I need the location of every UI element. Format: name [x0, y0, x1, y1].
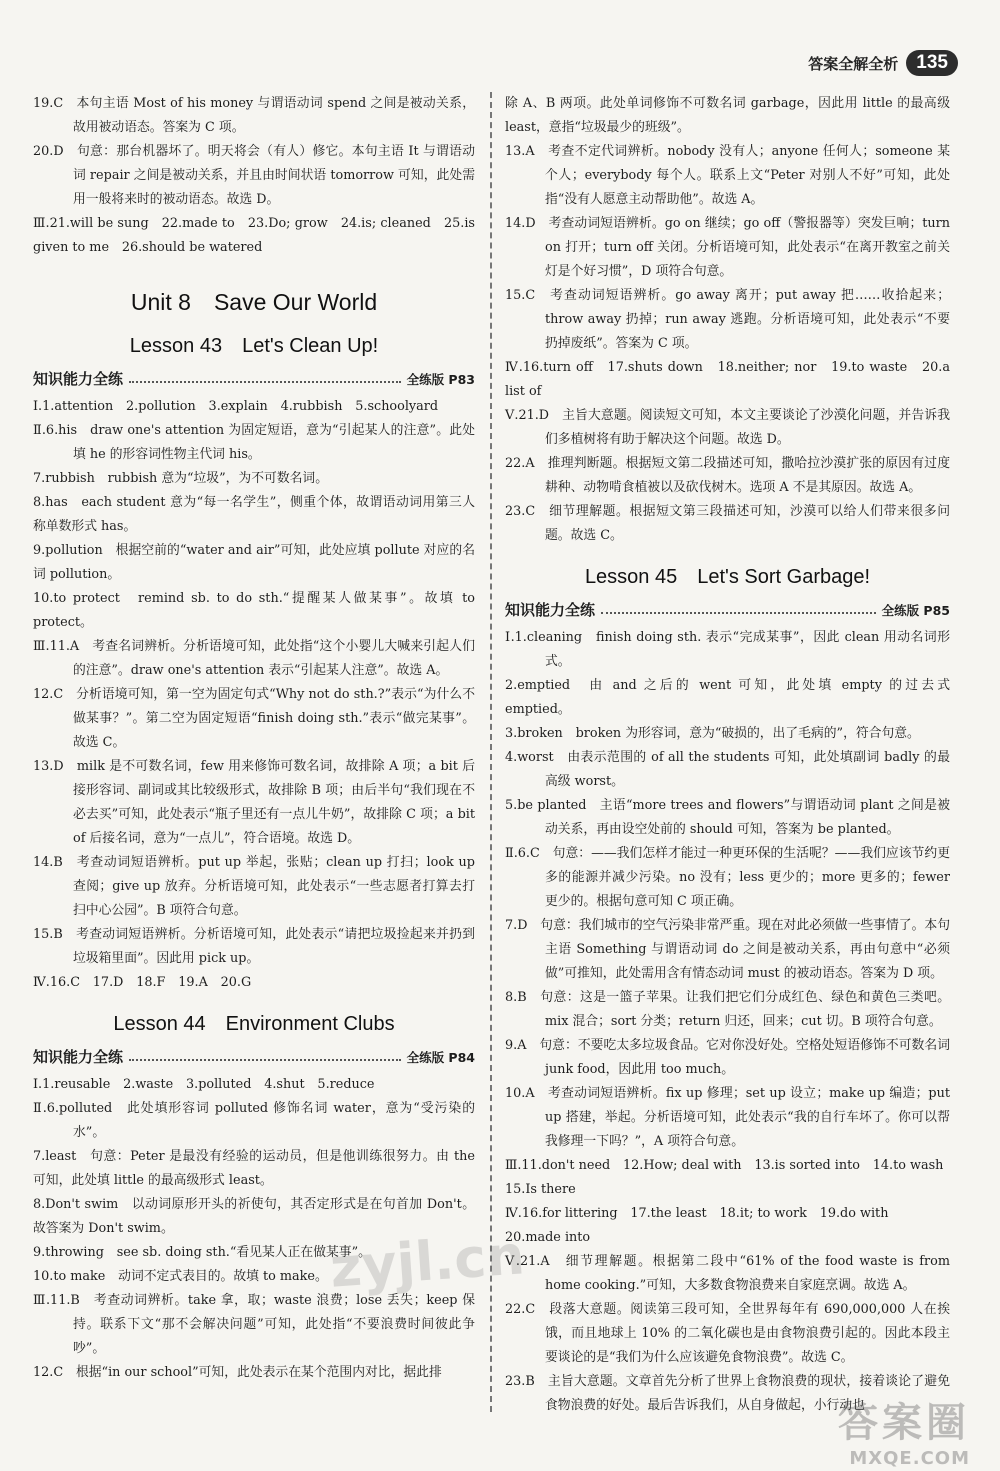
answer-item: 20.D 句意：那台机器坏了。明天将会（有人）修它。本句主语 It 与谓语动词 repair 之间是被动关系，并且由时间状语 tomorrow 可知，此处需用一般将来时的被动语态。故选 D。 — [33, 144, 475, 207]
answer-item: 13.A 考查不定代词辨析。nobody 没有人；anyone 任何人；someone 某个人；everybody 每个人。联系上文“Peter 对别人不好”可知，此处指“没有人愿意主动帮助他”。故选 A。 — [505, 144, 950, 207]
section-title: 知识能力全练 — [33, 370, 124, 388]
answer-item: 7.D 句意：我们城市的空气污染非常严重。现在对此必须做一些事情了。本句主语 Something 与谓语动词 do 之间是被动关系，再由句意中“必须做”可推知，此处需用含有情态动词 must 的被动语态。答案为 D 项。 — [505, 918, 950, 981]
answer-item: 13.D milk 是不可数名词，few 用来修饰可数名词，故排除 A 项；a bit 后接形容词、副词或其比较级形式，故排除 B 项；由后半句“我们现在不必去买”可知，此处表示“瓶子里还有一点儿牛奶”，故排除 C 项；a bit of 后接名词，意为“一点儿”，符合语境。故选 D。 — [33, 759, 475, 846]
section-title: 知识能力全练 — [33, 1048, 124, 1066]
answer-item: 8.B 句意：这是一篮子苹果。让我们把它们分成红色、绿色和黄色三类吧。mix 混合；sort 分类；return 归还，回来；cut 切。B 项符合句意。 — [505, 990, 950, 1029]
answer-item: 20.made into — [505, 1230, 591, 1245]
answer-item: Ⅳ.16.for littering 17.the least 18.it; to work 19.do with — [505, 1206, 889, 1221]
answer-item: Ⅲ.11.A 考查名词辨析。分析语境可知，此处指“这个小婴儿大喊来引起人们的注意”。draw one's attention 表示“引起某人注意”。故选 A。 — [33, 639, 475, 678]
section-header — [33, 1046, 475, 1067]
answer-item: 23.B 主旨大意题。文章首先分析了世界上食物浪费的现状，接着谈论了避免食物浪费的好处。最后告诉我们，从自身做起，小行动也 — [505, 1374, 950, 1413]
answer-item: Ⅰ.1.cleaning finish doing sth. 表示“完成某事”，因此 clean 用动名词形式。 — [505, 630, 950, 669]
answer-item: 9.pollution 根据空前的“water and air”可知，此处应填 pollute 对应的名词 pollution。 — [33, 543, 475, 582]
page-number: 135 — [906, 50, 958, 76]
answer-item: 7.rubbish rubbish 意为“垃圾”，为不可数名词。 — [33, 471, 329, 486]
answer-item: 8.has each student 意为“每一名学生”，侧重个体，故谓语动词用第三人称单数形式 has。 — [33, 495, 475, 534]
answer-item: Ⅴ.21.D 主旨大意题。阅读短文可知，本文主要谈论了沙漠化问题，并告诉我们多植树将有助于解决这个问题。故选 D。 — [505, 408, 950, 447]
watermark-center: zyjl.cn — [328, 1223, 527, 1300]
answer-item: 15.C 考查动词短语辨析。go away 离开；put away 把……收拾起来；throw away 扔掉；run away 逃跑。分析语境可知，此处表示“不要扔掉废纸”。答案为 C 项。 — [505, 288, 950, 351]
answer-item: Ⅴ.21.A 细节理解题。根据第二段中“61% of the food waste is from home cooking.”可知，大多数食物浪费来自家庭烹调。故选 A。 — [505, 1254, 950, 1293]
section-ref: 全练版 P85 — [881, 602, 950, 618]
answer-item: 10.to protect remind sb. to do sth.“提醒某人做某事”。故填 to protect。 — [33, 591, 475, 630]
answer-item: Ⅰ.1.attention 2.pollution 3.explain 4.rubbish 5.schoolyard — [33, 399, 439, 414]
answer-item: 2.emptied 由 and 之后的 went 可知，此处填 empty 的过去式 emptied。 — [505, 678, 950, 717]
answer-item: 10.A 考查动词短语辨析。fix up 修理；set up 设立；make up 编造；put up 搭建，举起。分析语境可知，此处表示“我的自行车坏了。你可以帮我修理一下吗？”，A 项符合句意。 — [505, 1086, 950, 1149]
dotted-leader — [129, 375, 401, 383]
right-column — [505, 92, 950, 1418]
section-title: 知识能力全练 — [505, 601, 596, 619]
answer-item: 8.Don't swim 以动词原形开头的祈使句，其否定形式是在句首加 Don't。故答案为 Don't swim。 — [33, 1197, 475, 1236]
left-column — [33, 92, 475, 1385]
answer-item: 12.C 分析语境可知，第一空为固定句式“Why not do sth.?”表示“为什么不做某事？”。第二空为固定短语“finish doing sth.”表示“做完某事”。故选 C。 — [33, 687, 475, 750]
answer-item: 14.D 考查动词短语辨析。go on 继续；go off（警报器等）突发巨响；turn on 打开；turn off 关闭。分析语境可知，此处表示“在离开教室之前关灯是个好习惯”，D 项符合句意。 — [505, 216, 950, 279]
watermark-text: 答案圈 — [838, 1400, 970, 1446]
header-title: 答案全解全析 — [808, 54, 899, 73]
lesson-title: Lesson 44 Environment Clubs — [113, 1013, 395, 1035]
answer-item: 7.least 句意：Peter 是最没有经验的运动员，但是他训练很努力。由 the 可知，此处填 little 的最高级形式 least。 — [33, 1149, 475, 1188]
answer-item: 15.Is there — [505, 1182, 576, 1197]
section-header — [505, 599, 950, 620]
answer-item: Ⅲ.21.will be sung 22.made to 23.Do; grow 24.is; cleaned 25.is given to me 26.should be watered — [33, 216, 475, 255]
answer-item: 10.to make 动词不定式表目的。故填 to make。 — [33, 1269, 328, 1284]
answer-item: Ⅳ.16.turn off 17.shuts down 18.neither; nor 19.to waste 20.a list of — [505, 360, 950, 399]
answer-item: Ⅰ.1.reusable 2.waste 3.polluted 4.shut 5.reduce — [33, 1077, 375, 1092]
answer-item: Ⅳ.16.C 17.D 18.F 19.A 20.G — [33, 975, 252, 990]
dotted-leader — [601, 606, 876, 614]
answer-item: 19.C 本句主语 Most of his money 与谓语动词 spend 之间是被动关系，故用被动语态。答案为 C 项。 — [33, 96, 475, 135]
dotted-leader — [129, 1053, 401, 1061]
answer-item: Ⅲ.11.B 考查动词辨析。take 拿，取；waste 浪费；lose 丢失；keep 保持。联系下文“那不会解决问题”可知，此处指“不要浪费时间彼此争吵”。 — [33, 1293, 475, 1356]
answer-item: 3.broken broken 为形容词，意为“破损的，出了毛病的”，符合句意。 — [505, 726, 920, 741]
page-header — [808, 48, 958, 78]
watermark-url: MXQE.COM — [849, 1448, 970, 1469]
answer-item: Ⅲ.11.don't need 12.How; deal with 13.is sorted into 14.to wash — [505, 1158, 944, 1173]
answer-item: 22.C 段落大意题。阅读第三段可知，全世界每年有 690,000,000 人在挨饿，而且地球上 10% 的二氧化碳也是由食物浪费引起的。因此本段主要谈论的是“我们为什么应该避免食物浪费”。故选 C。 — [505, 1302, 950, 1365]
answer-item: 22.A 推理判断题。根据短文第二段描述可知，撒哈拉沙漠扩张的原因有过度耕种、动物啃食植被以及砍伐树木。选项 A 不是其原因。故选 A。 — [505, 456, 950, 495]
section-ref: 全练版 P84 — [406, 1049, 475, 1065]
lesson-title: Lesson 45 Let's Sort Garbage! — [584, 566, 871, 588]
section-header — [33, 368, 475, 389]
column-divider — [490, 92, 492, 1412]
answer-item: Ⅱ.6.his draw one's attention 为固定短语，意为“引起某人的注意”。此处填 he 的形容词性物主代词 his。 — [33, 423, 475, 462]
lesson-title: Lesson 43 Let's Clean Up! — [129, 335, 379, 357]
watermark-logo — [780, 1391, 970, 1469]
answer-item: 5.be planted 主语“more trees and flowers”与谓语动词 plant 之间是被动关系，再由设空处前的 should 可知，答案为 be planted。 — [505, 798, 950, 837]
answer-item: 除 A、B 两项。此处单词修饰不可数名词 garbage，因此用 little 的最高级 least，意指“垃圾最少的班级”。 — [505, 96, 950, 135]
answer-item: 9.A 句意：不要吃太多垃圾食品。它对你没好处。空格处短语修饰不可数名词 junk food，因此用 too much。 — [505, 1038, 950, 1077]
answer-item: 23.C 细节理解题。根据短文第三段描述可知，沙漠可以给人们带来很多问题。故选 C。 — [505, 504, 950, 543]
answer-item: 4.worst 由表示范围的 of all the students 可知，此处填副词 badly 的最高级 worst。 — [505, 750, 950, 789]
answer-item: Ⅱ.6.C 句意：——我们怎样才能过一种更环保的生活呢？——我们应该节约更多的能源并减少污染。no 没有；less 更少的；more 更多的；fewer 更少的。根据句意可知 C 项正确。 — [505, 846, 950, 909]
answer-item: 14.B 考查动词短语辨析。put up 举起，张贴；clean up 打扫；look up 查阅；give up 放弃。分析语境可知，此处表示“一些志愿者打算去打扫中心公园”。B 项符合句意。 — [33, 855, 475, 918]
unit-title: Unit 8 Save Our World — [130, 289, 378, 315]
answer-item: Ⅱ.6.polluted 此处填形容词 polluted 修饰名词 water，意为“受污染的水”。 — [33, 1101, 475, 1140]
section-ref: 全练版 P83 — [406, 371, 475, 387]
answer-item: 12.C 根据“in our school”可知，此处表示在某个范围内对比，据此排 — [33, 1365, 442, 1380]
answer-item: 15.B 考查动词短语辨析。分析语境可知，此处表示“请把垃圾捡起来并扔到垃圾箱里面”。因此用 pick up。 — [33, 927, 475, 966]
answer-item: 9.throwing see sb. doing sth.“看见某人正在做某事”。 — [33, 1245, 371, 1260]
